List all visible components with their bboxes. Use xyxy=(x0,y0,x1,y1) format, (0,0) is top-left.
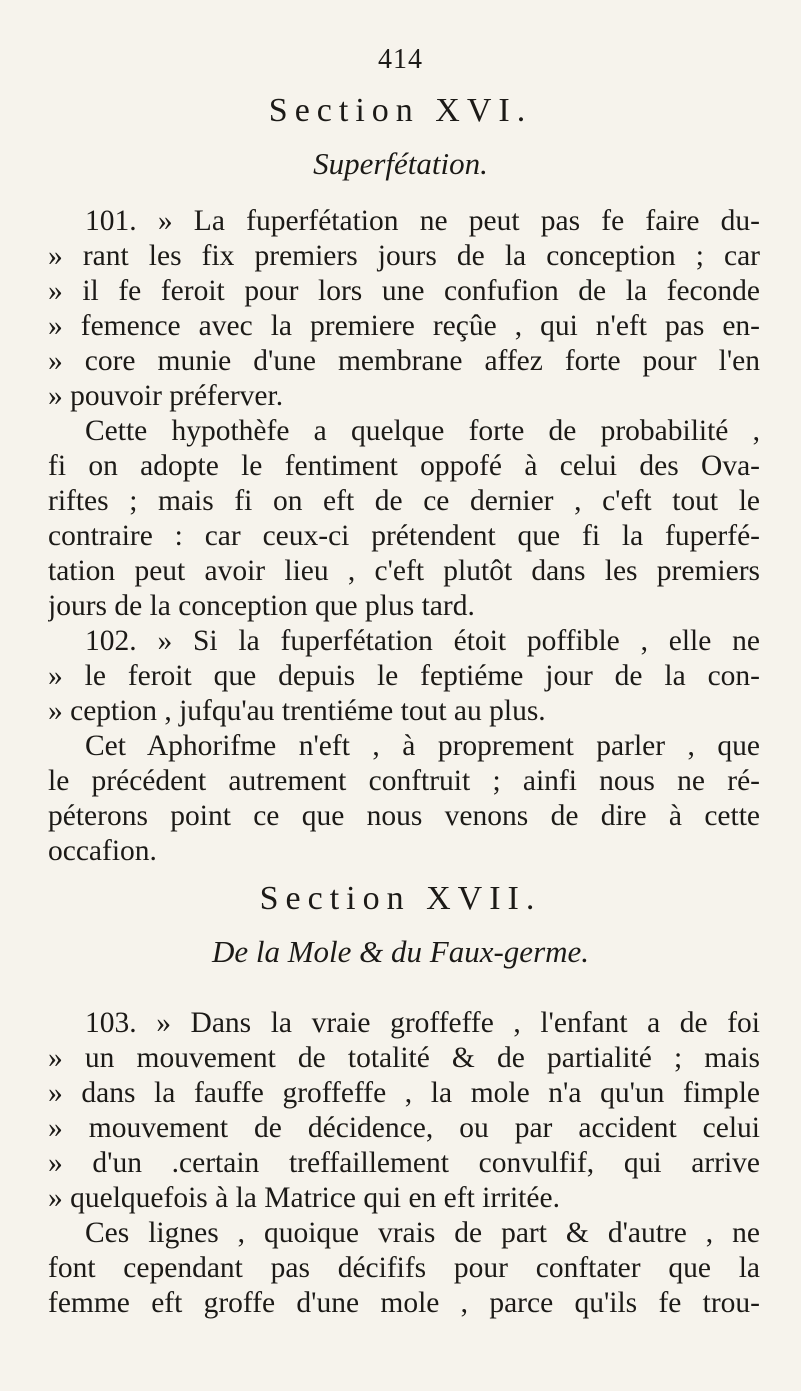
section-heading-xvi: Section XVI. xyxy=(268,92,533,129)
text-line: Ces lignes , quoique vrais de part & d'autre , ne xyxy=(85,1217,760,1249)
section-xvii-body xyxy=(48,1006,760,1321)
text-line: » pouvoir préferver. xyxy=(48,380,284,412)
section-heading-xvii: Section XVII. xyxy=(259,880,542,917)
section-subtitle-superfetation: Superfétation. xyxy=(313,146,488,181)
text-line: jours de la conception que plus tard. xyxy=(48,590,475,622)
text-line: » quelquefois à la Matrice qui en eft irritée. xyxy=(48,1182,560,1214)
text-line: » femence avec la premiere reçûe , qui n'eft pas en- xyxy=(48,310,760,342)
text-line: 101. » La fuperfétation ne peut pas fe faire du- xyxy=(85,205,760,237)
text-line: riftes ; mais fi on eft de ce dernier , c'eft tout le xyxy=(48,485,760,517)
text-line: » ception , jufqu'au trentiéme tout au plus. xyxy=(48,695,546,727)
text-line: 103. » Dans la vraie groffeffe , l'enfant a de foi xyxy=(85,1007,760,1039)
text-line: occafion. xyxy=(48,835,157,867)
text-line: font cependant pas décififs pour conftater que la xyxy=(48,1252,760,1284)
text-line: contraire : car ceux-ci prétendent que fi la fuperfé- xyxy=(48,520,760,552)
text-line: » d'un .certain treffaillement convulfif, qui arrive xyxy=(48,1147,760,1179)
page-number: 414 xyxy=(378,44,423,75)
text-line: » mouvement de décidence, ou par accident celui xyxy=(48,1112,760,1144)
text-line: » un mouvement de totalité & de partialité ; mais xyxy=(48,1042,760,1074)
text-line: » le feroit que depuis le feptiéme jour de la con- xyxy=(48,660,760,692)
text-line: Cette hypothèfe a quelque forte de probabilité , xyxy=(85,415,760,447)
text-line: » dans la fauffe groffeffe , la mole n'a qu'un fimple xyxy=(48,1077,760,1109)
text-line: fi on adopte le fentiment oppofé à celui des Ova- xyxy=(48,450,760,482)
section-subtitle-mole: De la Mole & du Faux-germe. xyxy=(211,934,590,969)
text-line: » rant les fix premiers jours de la conception ; car xyxy=(48,240,760,272)
section-xvi-body xyxy=(48,204,760,869)
text-line: le précédent autrement conftruit ; ainfi nous ne ré- xyxy=(48,765,760,797)
text-line: tation peut avoir lieu , c'eft plutôt dans les premiers xyxy=(48,555,760,587)
text-line: femme eft groffe d'une mole , parce qu'ils fe trou- xyxy=(48,1287,760,1319)
text-line: » il fe feroit pour lors une confufion de la feconde xyxy=(48,275,760,307)
text-line: » core munie d'une membrane affez forte pour l'en xyxy=(48,345,760,377)
text-line: péterons point ce que nous venons de dire à cette xyxy=(48,800,760,832)
text-line: 102. » Si la fuperfétation étoit poffible , elle ne xyxy=(85,625,760,657)
text-line: Cet Aphorifme n'eft , à proprement parler , que xyxy=(85,730,760,762)
